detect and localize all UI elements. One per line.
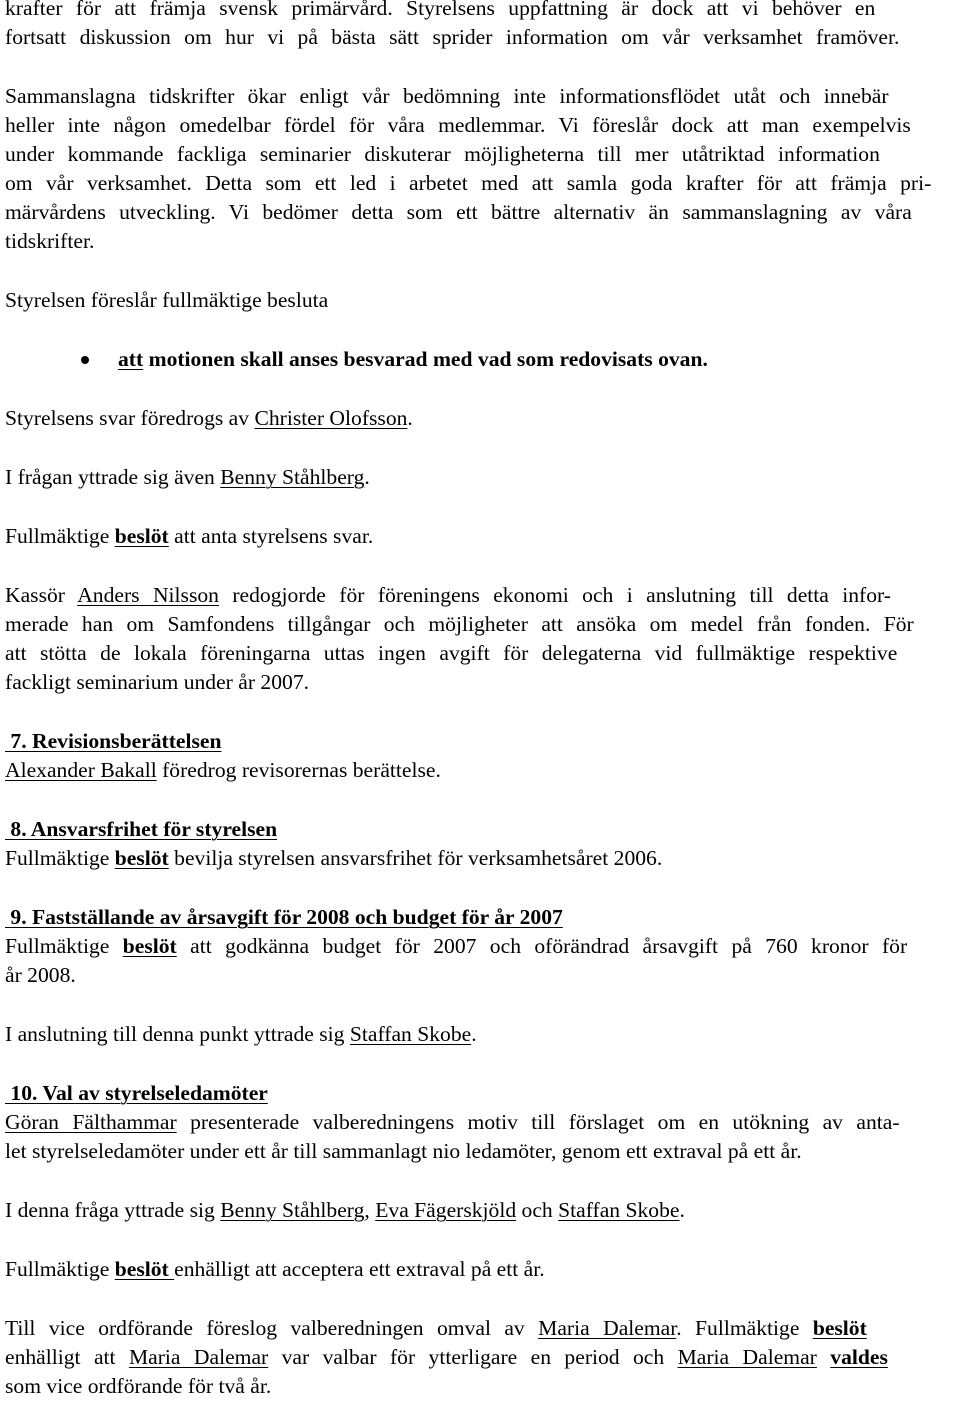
text-line [5,903,563,932]
text-line [5,1137,802,1166]
underlined-text: beslöt [114,846,169,870]
text-run: motionen skall anses besvarad med vad som redovisats ovan. [143,347,708,371]
underlined-text: Maria Dalemar [128,1345,269,1369]
text-run: Fullmäktige [5,524,115,548]
text-run: Kassör [5,583,78,607]
underlined-text: 9. Fastställande av årsavgift för 2008 och budget för år 2007 [5,905,563,929]
text-run: Fullmäktige [5,1257,115,1281]
text-run: att godkänna budget för 2007 och oförändrad årsavgift på 760 kronor för [176,934,908,958]
underlined-text: beslöt [114,1257,175,1281]
underlined-text: Benny Ståhlberg [220,465,365,489]
text-line [5,169,931,198]
underlined-text: Staffan Skobe [349,1022,472,1046]
text-run: I frågan yttrade sig även [5,465,221,489]
text-line [5,227,94,256]
underlined-text: att [118,347,144,371]
text-run: och [516,1198,559,1222]
text-line [5,1343,888,1372]
text-run: Sammanslagna tidskrifter ökar enligt vår bedömning inte informationsflödet utåt och innebär [5,84,889,108]
text-line [5,1196,685,1225]
text-run: . [471,1022,477,1046]
text-run: . Fullmäktige [676,1316,813,1340]
underlined-text: Staffan Skobe [558,1198,680,1222]
underlined-text: Alexander Bakall [5,758,157,782]
text-run: krafter för att främja svensk primärvård. Styrelsens uppfattning är dock att vi behöver en [5,0,876,20]
text-line [118,345,708,374]
text-run [817,1345,830,1369]
text-line [5,463,370,492]
text-line [5,82,889,111]
text-run: om vår verksamhet. Detta som ett led i arbetet med att samla goda krafter för att främja pri- [5,171,932,195]
text-run: som vice ordförande för två år. [5,1374,272,1398]
text-run: att stötta de lokala föreningarna uttas ingen avgift för delegaterna vid fullmäktige respektive [5,641,898,665]
text-run: märvårdens utveckling. Vi bedömer detta som ett bättre alternativ än sammanslagning av våra [5,200,912,224]
text-run: fortsatt diskussion om hur vi på bästa sätt sprider information om vår verksamhet framöver. [5,25,900,49]
text-run: let styrelseledamöter under ett år till sammanlagt nio ledamöter, genom ett extraval på ett år. [5,1139,802,1163]
text-line [5,639,897,668]
text-line [5,1079,268,1108]
underlined-text: Göran Fälthammar [5,1110,177,1134]
text-line [5,961,76,990]
text-run: år 2008. [5,963,76,987]
text-line [5,286,328,315]
underlined-text: Christer Olofsson [254,406,408,430]
text-line [5,1108,900,1137]
text-run: heller inte någon omedelbar fördel för våra medlemmar. Vi föreslår dock att man exempelvis [5,113,911,137]
text-run: Fullmäktige [5,934,123,958]
underlined-text: Benny Ståhlberg [220,1198,365,1222]
text-line [5,668,309,697]
text-run: I anslutning till denna punkt yttrade sig [5,1022,350,1046]
text-line [5,727,222,756]
underlined-text: Maria Dalemar [677,1345,817,1369]
text-run: under kommande fackliga seminarier diskuterar möjligheterna till mer utåtriktad information [5,142,880,166]
bullet-icon [81,356,89,364]
text-line [5,522,373,551]
underlined-text: Eva Fägerskjöld [375,1198,517,1222]
text-line [5,844,662,873]
text-run: Styrelsens svar föredrogs av [5,406,255,430]
text-run: tidskrifter. [5,229,95,253]
text-line [5,111,911,140]
text-line [5,932,907,961]
text-line [5,815,277,844]
text-run: redogjorde för föreningens ekonomi och i anslutning till detta infor- [218,583,891,607]
text-run: enhälligt att acceptera ett extraval på ett år. [174,1257,545,1281]
text-run: merade han om Samfondens tillgångar och möjligheter att ansöka om medel från fonden. För [5,612,914,636]
text-line [5,198,912,227]
underlined-text: 7. Revisionsberättelsen [5,729,222,753]
underlined-text: 10. Val av styrelseledamöter [5,1081,268,1105]
text-run: . [407,406,413,430]
text-run: Styrelsen föreslår fullmäktige besluta [5,288,329,312]
text-line [5,610,914,639]
text-line [5,581,891,610]
text-run: Fullmäktige [5,846,115,870]
text-run: . [364,465,370,489]
text-line [5,1255,545,1284]
text-line [5,1020,477,1049]
text-run: . [679,1198,685,1222]
text-run: Till vice ordförande föreslog valberedningen omval av [5,1316,539,1340]
text-run: var valbar för ytterligare en period och [268,1345,678,1369]
text-run: fackligt seminarium under år 2007. [5,670,310,694]
text-line [5,0,875,23]
text-line [5,140,880,169]
underlined-text: valdes [830,1345,888,1369]
underlined-text: beslöt [122,934,177,958]
text-run: , [364,1198,376,1222]
text-line [5,1314,867,1343]
text-line [5,756,441,785]
text-line [5,404,413,433]
text-run: I denna fråga yttrade sig [5,1198,221,1222]
underlined-text: beslöt [114,524,169,548]
text-run: enhälligt att [5,1345,129,1369]
text-run: föredrog revisorernas berättelse. [156,758,441,782]
underlined-text: Anders Nilsson [77,583,219,607]
text-run: bevilja styrelsen ansvarsfrihet för verksamhetsåret 2006. [168,846,663,870]
text-run: att anta styrelsens svar. [168,524,374,548]
text-line [5,1372,271,1401]
underlined-text: 8. Ansvarsfrihet för styrelsen [5,817,278,841]
underlined-text: Maria Dalemar [538,1316,677,1340]
text-run: presenterade valberedningens motiv till förslaget om en utökning av anta- [176,1110,900,1134]
underlined-text: beslöt [812,1316,867,1340]
text-line [5,23,899,52]
